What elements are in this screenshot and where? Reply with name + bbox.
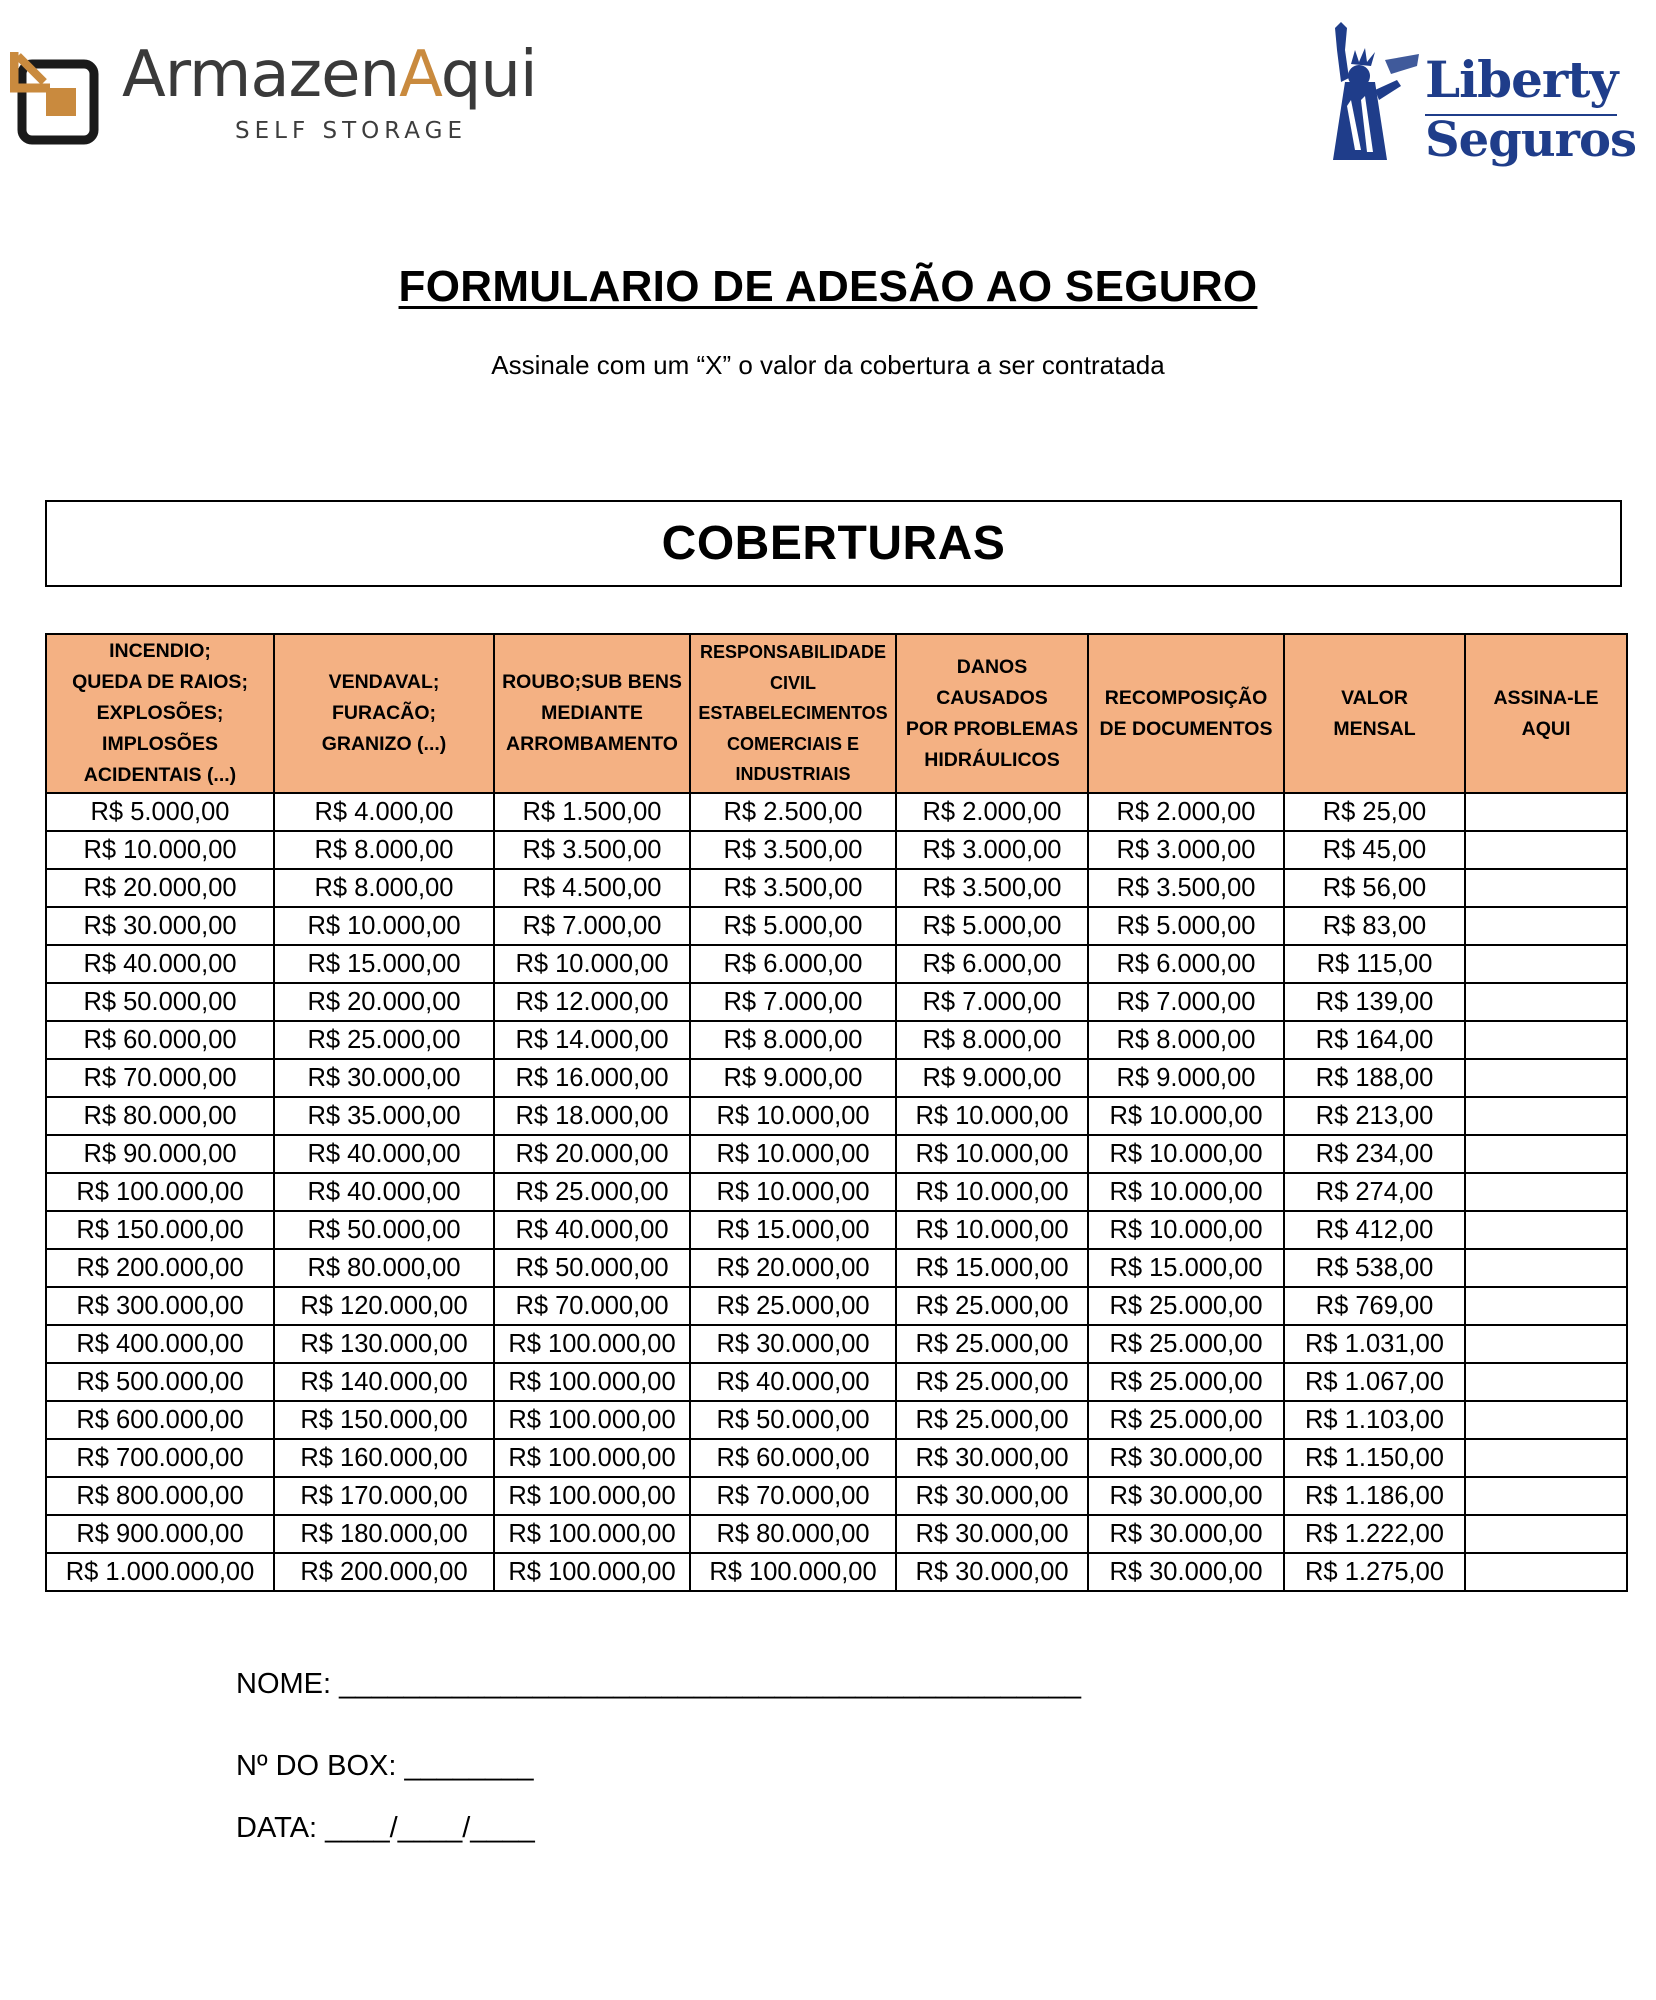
table-cell: R$ 600.000,00 — [46, 1401, 274, 1439]
table-cell: R$ 769,00 — [1284, 1287, 1465, 1325]
table-cell: R$ 164,00 — [1284, 1021, 1465, 1059]
table-cell: R$ 7.000,00 — [494, 907, 690, 945]
table-cell: R$ 200.000,00 — [274, 1553, 494, 1591]
header-assina-le-aqui: ASSINA-LE AQUI — [1465, 634, 1627, 793]
date-field[interactable]: DATA: ____/____/____ — [236, 1812, 535, 1844]
table-cell: R$ 10.000,00 — [896, 1173, 1088, 1211]
table-cell: R$ 170.000,00 — [274, 1477, 494, 1515]
table-cell: R$ 35.000,00 — [274, 1097, 494, 1135]
table-cell: R$ 4.500,00 — [494, 869, 690, 907]
signature-cell[interactable] — [1465, 1401, 1627, 1439]
table-cell: R$ 3.500,00 — [896, 869, 1088, 907]
table-row — [46, 1401, 1627, 1439]
table-cell: R$ 1.186,00 — [1284, 1477, 1465, 1515]
header-vendaval: VENDAVAL; FURACÃO; GRANIZO (...) — [274, 634, 494, 793]
table-cell: R$ 8.000,00 — [690, 1021, 896, 1059]
table-cell: R$ 25.000,00 — [1088, 1363, 1284, 1401]
table-cell: R$ 50.000,00 — [274, 1211, 494, 1249]
table-cell: R$ 100.000,00 — [494, 1325, 690, 1363]
table-cell: R$ 40.000,00 — [690, 1363, 896, 1401]
table-row — [46, 793, 1627, 831]
table-cell: R$ 5.000,00 — [690, 907, 896, 945]
table-row — [46, 1021, 1627, 1059]
table-cell: R$ 1.067,00 — [1284, 1363, 1465, 1401]
table-cell: R$ 70.000,00 — [690, 1477, 896, 1515]
table-cell: R$ 70.000,00 — [46, 1059, 274, 1097]
table-cell: R$ 18.000,00 — [494, 1097, 690, 1135]
table-cell: R$ 2.500,00 — [690, 793, 896, 831]
table-cell: R$ 120.000,00 — [274, 1287, 494, 1325]
table-cell: R$ 10.000,00 — [690, 1135, 896, 1173]
table-cell: R$ 1.150,00 — [1284, 1439, 1465, 1477]
table-cell: R$ 100.000,00 — [494, 1477, 690, 1515]
table-row — [46, 1325, 1627, 1363]
signature-cell[interactable] — [1465, 1439, 1627, 1477]
section-title: COBERTURAS — [661, 517, 1006, 570]
armazenaqui-logo — [10, 40, 550, 150]
table-cell: R$ 10.000,00 — [274, 907, 494, 945]
table-cell: R$ 115,00 — [1284, 945, 1465, 983]
table-cell: R$ 300.000,00 — [46, 1287, 274, 1325]
header-responsabilidade-civil: RESPONSABILIDADE CIVIL ESTABELECIMENTOS COMERCIAIS E INDUSTRIAIS — [690, 634, 896, 793]
table-cell: R$ 100.000,00 — [494, 1401, 690, 1439]
table-cell: R$ 10.000,00 — [1088, 1211, 1284, 1249]
table-cell: R$ 30.000,00 — [1088, 1553, 1284, 1591]
table-cell: R$ 100.000,00 — [494, 1515, 690, 1553]
storage-box-icon — [10, 48, 110, 148]
table-row — [46, 1363, 1627, 1401]
table-cell: R$ 7.000,00 — [690, 983, 896, 1021]
table-cell: R$ 30.000,00 — [896, 1439, 1088, 1477]
table-cell: R$ 20.000,00 — [274, 983, 494, 1021]
table-cell: R$ 10.000,00 — [1088, 1097, 1284, 1135]
table-cell: R$ 1.222,00 — [1284, 1515, 1465, 1553]
signature-cell[interactable] — [1465, 1363, 1627, 1401]
signature-cell[interactable] — [1465, 907, 1627, 945]
table-row — [46, 945, 1627, 983]
table-cell: R$ 80.000,00 — [46, 1097, 274, 1135]
table-row — [46, 869, 1627, 907]
table-cell: R$ 10.000,00 — [1088, 1173, 1284, 1211]
seguros-wordmark: Seguros — [1425, 112, 1636, 168]
signature-cell[interactable] — [1465, 1515, 1627, 1553]
table-cell: R$ 139,00 — [1284, 983, 1465, 1021]
table-row — [46, 983, 1627, 1021]
table-row — [46, 907, 1627, 945]
armazenaqui-wordmark: ArmazenAqui — [122, 38, 537, 112]
table-cell: R$ 100.000,00 — [46, 1173, 274, 1211]
table-cell: R$ 80.000,00 — [274, 1249, 494, 1287]
table-cell: R$ 800.000,00 — [46, 1477, 274, 1515]
table-cell: R$ 188,00 — [1284, 1059, 1465, 1097]
table-cell: R$ 9.000,00 — [690, 1059, 896, 1097]
table-row — [46, 1059, 1627, 1097]
table-cell: R$ 60.000,00 — [690, 1439, 896, 1477]
table-row — [46, 1515, 1627, 1553]
table-cell: R$ 200.000,00 — [46, 1249, 274, 1287]
table-cell: R$ 25.000,00 — [896, 1363, 1088, 1401]
table-cell: R$ 1.103,00 — [1284, 1401, 1465, 1439]
signature-cell[interactable] — [1465, 1173, 1627, 1211]
table-cell: R$ 3.000,00 — [1088, 831, 1284, 869]
signature-cell[interactable] — [1465, 831, 1627, 869]
name-field[interactable]: NOME: ______________________________________________ — [236, 1668, 1082, 1700]
table-cell: R$ 6.000,00 — [690, 945, 896, 983]
table-row — [46, 1249, 1627, 1287]
table-cell: R$ 100.000,00 — [494, 1363, 690, 1401]
table-cell: R$ 15.000,00 — [274, 945, 494, 983]
table-cell: R$ 25.000,00 — [1088, 1401, 1284, 1439]
table-cell: R$ 4.000,00 — [274, 793, 494, 831]
table-cell: R$ 60.000,00 — [46, 1021, 274, 1059]
table-cell: R$ 80.000,00 — [690, 1515, 896, 1553]
table-cell: R$ 10.000,00 — [46, 831, 274, 869]
signature-cell[interactable] — [1465, 1021, 1627, 1059]
header-incendio: INCENDIO; QUEDA DE RAIOS; EXPLOSÕES; IMPLOSÕES ACIDENTAIS (...) — [46, 634, 274, 793]
table-row — [46, 1553, 1627, 1591]
table-cell: R$ 6.000,00 — [1088, 945, 1284, 983]
signature-cell[interactable] — [1465, 1135, 1627, 1173]
signature-cell[interactable] — [1465, 1325, 1627, 1363]
section-title-box — [45, 500, 1622, 587]
table-row — [46, 1135, 1627, 1173]
table-cell: R$ 150.000,00 — [274, 1401, 494, 1439]
table-cell: R$ 400.000,00 — [46, 1325, 274, 1363]
table-cell: R$ 70.000,00 — [494, 1287, 690, 1325]
table-cell: R$ 1.031,00 — [1284, 1325, 1465, 1363]
table-cell: R$ 180.000,00 — [274, 1515, 494, 1553]
form-title: FORMULARIO DE ADESÃO AO SEGURO — [398, 262, 1258, 311]
table-cell: R$ 8.000,00 — [274, 869, 494, 907]
table-cell: R$ 45,00 — [1284, 831, 1465, 869]
table-cell: R$ 90.000,00 — [46, 1135, 274, 1173]
header-recomposicao-documentos: RECOMPOSIÇÃO DE DOCUMENTOS — [1088, 634, 1284, 793]
table-cell: R$ 15.000,00 — [1088, 1249, 1284, 1287]
table-cell: R$ 2.000,00 — [896, 793, 1088, 831]
table-cell: R$ 50.000,00 — [690, 1401, 896, 1439]
table-cell: R$ 20.000,00 — [46, 869, 274, 907]
table-cell: R$ 100.000,00 — [494, 1439, 690, 1477]
table-cell: R$ 900.000,00 — [46, 1515, 274, 1553]
table-cell: R$ 25.000,00 — [896, 1325, 1088, 1363]
table-cell: R$ 10.000,00 — [690, 1173, 896, 1211]
table-row — [46, 831, 1627, 869]
table-cell: R$ 20.000,00 — [690, 1249, 896, 1287]
table-cell: R$ 10.000,00 — [1088, 1135, 1284, 1173]
table-cell: R$ 9.000,00 — [1088, 1059, 1284, 1097]
table-cell: R$ 30.000,00 — [896, 1515, 1088, 1553]
table-cell: R$ 25.000,00 — [1088, 1325, 1284, 1363]
table-cell: R$ 1.275,00 — [1284, 1553, 1465, 1591]
table-cell: R$ 160.000,00 — [274, 1439, 494, 1477]
table-cell: R$ 538,00 — [1284, 1249, 1465, 1287]
table-cell: R$ 25.000,00 — [896, 1401, 1088, 1439]
table-cell: R$ 25.000,00 — [1088, 1287, 1284, 1325]
header-danos-hidraulicos: DANOS CAUSADOS POR PROBLEMAS HIDRÁULICOS — [896, 634, 1088, 793]
table-cell: R$ 83,00 — [1284, 907, 1465, 945]
table-cell: R$ 6.000,00 — [896, 945, 1088, 983]
table-row — [46, 1211, 1627, 1249]
signature-cell[interactable] — [1465, 1477, 1627, 1515]
table-cell: R$ 8.000,00 — [896, 1021, 1088, 1059]
table-cell: R$ 30.000,00 — [46, 907, 274, 945]
table-cell: R$ 30.000,00 — [274, 1059, 494, 1097]
table-cell: R$ 16.000,00 — [494, 1059, 690, 1097]
table-cell: R$ 30.000,00 — [1088, 1515, 1284, 1553]
table-cell: R$ 40.000,00 — [494, 1211, 690, 1249]
table-cell: R$ 25.000,00 — [274, 1021, 494, 1059]
table-cell: R$ 7.000,00 — [896, 983, 1088, 1021]
signature-cell[interactable] — [1465, 1287, 1627, 1325]
liberty-seguros-logo — [1315, 20, 1636, 180]
table-row — [46, 1287, 1627, 1325]
table-cell: R$ 9.000,00 — [896, 1059, 1088, 1097]
table-cell: R$ 100.000,00 — [494, 1553, 690, 1591]
header-roubo: ROUBO;SUB BENS MEDIANTE ARROMBAMENTO — [494, 634, 690, 793]
table-cell: R$ 10.000,00 — [896, 1211, 1088, 1249]
table-cell: R$ 25.000,00 — [494, 1173, 690, 1211]
table-cell: R$ 500.000,00 — [46, 1363, 274, 1401]
signature-cell[interactable] — [1465, 1097, 1627, 1135]
table-cell: R$ 274,00 — [1284, 1173, 1465, 1211]
table-cell: R$ 1.000.000,00 — [46, 1553, 274, 1591]
table-cell: R$ 3.500,00 — [690, 869, 896, 907]
table-cell: R$ 412,00 — [1284, 1211, 1465, 1249]
table-cell: R$ 30.000,00 — [896, 1477, 1088, 1515]
table-cell: R$ 30.000,00 — [1088, 1477, 1284, 1515]
table-cell: R$ 150.000,00 — [46, 1211, 274, 1249]
table-cell: R$ 25,00 — [1284, 793, 1465, 831]
armazenaqui-tagline: SELF STORAGE — [235, 118, 467, 144]
table-cell: R$ 10.000,00 — [896, 1097, 1088, 1135]
table-cell: R$ 40.000,00 — [274, 1173, 494, 1211]
table-cell: R$ 56,00 — [1284, 869, 1465, 907]
table-cell: R$ 1.500,00 — [494, 793, 690, 831]
table-cell: R$ 3.000,00 — [896, 831, 1088, 869]
signature-cell[interactable] — [1465, 869, 1627, 907]
table-cell: R$ 8.000,00 — [274, 831, 494, 869]
table-cell: R$ 10.000,00 — [690, 1097, 896, 1135]
table-cell: R$ 10.000,00 — [896, 1135, 1088, 1173]
coverage-table — [45, 633, 1628, 1592]
table-cell: R$ 5.000,00 — [896, 907, 1088, 945]
box-number-field[interactable]: Nº DO BOX: ________ — [236, 1750, 534, 1782]
signature-cell[interactable] — [1465, 1553, 1627, 1591]
signature-cell[interactable] — [1465, 793, 1627, 831]
table-row — [46, 1439, 1627, 1477]
instruction-text: Assinale com um “X” o valor da cobertura a ser contratada — [491, 350, 1165, 380]
table-cell: R$ 8.000,00 — [1088, 1021, 1284, 1059]
table-header-row — [46, 634, 1627, 793]
table-cell: R$ 15.000,00 — [690, 1211, 896, 1249]
signature-cell[interactable] — [1465, 983, 1627, 1021]
table-cell: R$ 50.000,00 — [494, 1249, 690, 1287]
table-cell: R$ 30.000,00 — [690, 1325, 896, 1363]
table-cell: R$ 30.000,00 — [1088, 1439, 1284, 1477]
table-cell: R$ 40.000,00 — [274, 1135, 494, 1173]
table-row — [46, 1477, 1627, 1515]
table-cell: R$ 213,00 — [1284, 1097, 1465, 1135]
liberty-wordmark: Liberty — [1425, 50, 1618, 109]
table-row — [46, 1173, 1627, 1211]
table-cell: R$ 14.000,00 — [494, 1021, 690, 1059]
signature-cell[interactable] — [1465, 1249, 1627, 1287]
table-cell: R$ 234,00 — [1284, 1135, 1465, 1173]
table-cell: R$ 40.000,00 — [46, 945, 274, 983]
table-cell: R$ 12.000,00 — [494, 983, 690, 1021]
table-cell: R$ 700.000,00 — [46, 1439, 274, 1477]
statue-of-liberty-icon — [1315, 20, 1425, 165]
table-cell: R$ 7.000,00 — [1088, 983, 1284, 1021]
signature-cell[interactable] — [1465, 1211, 1627, 1249]
table-cell: R$ 2.000,00 — [1088, 793, 1284, 831]
table-cell: R$ 3.500,00 — [494, 831, 690, 869]
table-cell: R$ 5.000,00 — [46, 793, 274, 831]
signature-cell[interactable] — [1465, 945, 1627, 983]
table-cell: R$ 5.000,00 — [1088, 907, 1284, 945]
table-row — [46, 1097, 1627, 1135]
table-cell: R$ 30.000,00 — [896, 1553, 1088, 1591]
header-valor-mensal: VALOR MENSAL — [1284, 634, 1465, 793]
table-cell: R$ 130.000,00 — [274, 1325, 494, 1363]
table-cell: R$ 25.000,00 — [690, 1287, 896, 1325]
table-cell: R$ 10.000,00 — [494, 945, 690, 983]
table-cell: R$ 140.000,00 — [274, 1363, 494, 1401]
table-cell: R$ 20.000,00 — [494, 1135, 690, 1173]
table-cell: R$ 25.000,00 — [896, 1287, 1088, 1325]
table-cell: R$ 15.000,00 — [896, 1249, 1088, 1287]
table-cell: R$ 3.500,00 — [690, 831, 896, 869]
signature-cell[interactable] — [1465, 1059, 1627, 1097]
table-cell: R$ 3.500,00 — [1088, 869, 1284, 907]
table-cell: R$ 50.000,00 — [46, 983, 274, 1021]
table-cell: R$ 100.000,00 — [690, 1553, 896, 1591]
